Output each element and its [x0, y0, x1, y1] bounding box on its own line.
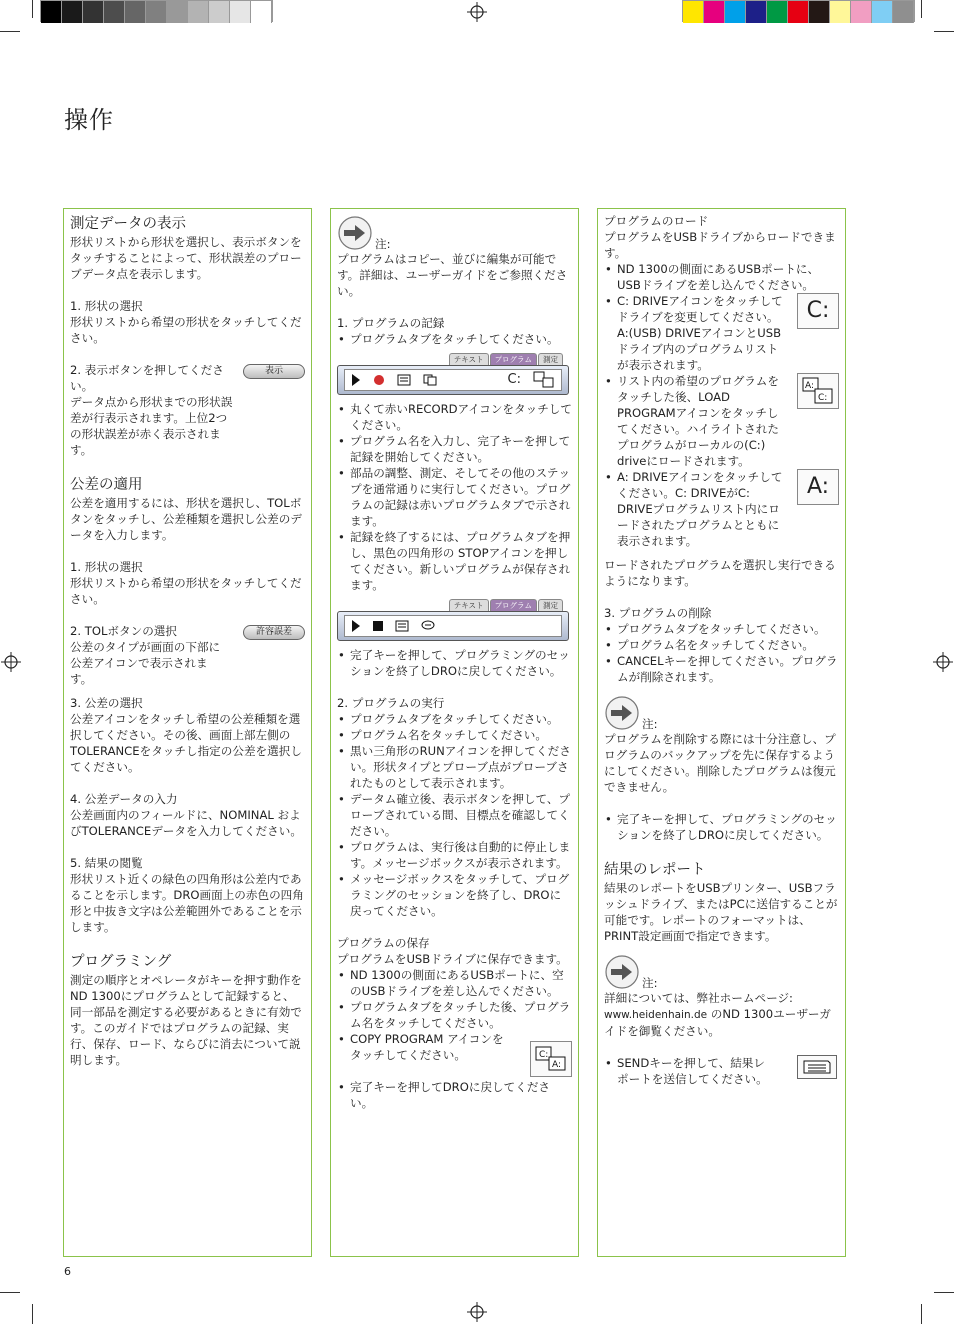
- step-text: 公差のタイプが画面の下部に公差アイコンで表示されます。: [70, 640, 221, 686]
- page-title: 操作: [64, 106, 114, 134]
- gray-swatch-0: [41, 1, 62, 23]
- gray-swatch-5: [146, 1, 167, 23]
- note-label: 注:: [375, 237, 391, 251]
- step-text: プログラムをUSBドライブに保存できます。: [337, 952, 568, 966]
- bullet-item: • COPY PROGRAM アイコンをタッチしてください。: [337, 1031, 572, 1063]
- bullet-item: • CANCELキーを押してください。プログラムが削除されます。: [604, 653, 839, 685]
- paragraph: 形状リストから形状を選択し、表示ボタンをタッチすることによって、形状誤差のプローブデータ点を表示します。: [70, 235, 302, 281]
- color-calibration-bar: [682, 0, 915, 22]
- step-title: 4. 公差データの入力: [70, 792, 178, 806]
- gray-swatch-3: [104, 1, 125, 23]
- heading-report: 結果のレポート: [604, 862, 706, 878]
- bullet-item: • プログラムタブをタッチしてください。: [337, 711, 572, 727]
- tab-measure[interactable]: 測定: [538, 353, 563, 365]
- drive-a-label: A:: [806, 474, 830, 499]
- note-label: 注:: [642, 717, 658, 731]
- gray-swatch-2: [83, 1, 104, 23]
- gray-swatch-8: [209, 1, 230, 23]
- bullet-item: • プログラム名をタッチしてください。: [337, 727, 572, 743]
- registration-mark-icon: [467, 1302, 487, 1322]
- crop-mark: [0, 1292, 20, 1293]
- color-swatch-3: [746, 1, 767, 23]
- heading-programming: プログラミング: [70, 954, 172, 970]
- tolerance-button[interactable]: 許容誤差: [243, 625, 305, 640]
- send-report-icon[interactable]: [797, 1055, 837, 1079]
- step-title: 1. 形状の選択: [70, 560, 143, 574]
- tab-program[interactable]: プログラム: [490, 599, 537, 611]
- bullet-item: • 丸くて赤いRECORDアイコンをタッチしてください。: [337, 401, 572, 433]
- bullet-item: • SENDキーを押して、結果レポートを送信してください。: [604, 1055, 839, 1087]
- color-swatch-7: [830, 1, 851, 23]
- drive-c-icon[interactable]: C:: [507, 372, 521, 387]
- bullet-item: • メッセージボックスをタッチして、プログラミングのセッションを終了し、DROに戻ってください。: [337, 871, 572, 919]
- svg-text:A:: A:: [805, 381, 815, 391]
- step-text: 公差画面内のフィールドに、NOMINAL およびTOLERANCEデータを入力してください。: [70, 808, 302, 838]
- crop-mark: [921, 0, 922, 18]
- note-text: プログラムを削除する際には十分注意し、プログラムのバックアップを先に保存するようにしてください。削除したプログラムは復元できません。: [604, 732, 836, 794]
- step-title: 3. 公差の選択: [70, 696, 143, 710]
- copy-program-icon[interactable]: [530, 1041, 572, 1077]
- bullet-text: A: DRIVEアイコンをタッチしてください。C: DRIVEがC: DRIVEプログラムリスト内にロードされたプログラムとともに表示されます。: [617, 470, 783, 548]
- step-title: 5. 結果の閲覧: [70, 856, 143, 870]
- note-text: [604, 990, 839, 1039]
- color-swatch-6: [809, 1, 830, 23]
- step-text: データ点から形状までの形状誤差が行表示されます。上位2つの形状誤差が赤く表示されます。: [70, 395, 233, 457]
- note-header: [337, 215, 572, 251]
- note-arrow-icon: [604, 954, 640, 990]
- note-label: 注:: [642, 976, 658, 990]
- paragraph: 結果のレポートをUSBプリンター、USBフラッシュドライブ、またはPCに送信することが可能です。レポートのフォーマットは、PRINT設定画面で指定できます。: [604, 881, 838, 943]
- step-text: 形状リストから希望の形状をタッチしてください。: [70, 576, 302, 606]
- color-swatch-8: [851, 1, 872, 23]
- bullet-item: • プログラムタブをタッチしてください。: [604, 621, 839, 637]
- note-header: [604, 695, 839, 731]
- step-title: 1. 形状の選択: [70, 299, 143, 313]
- display-button[interactable]: 表示: [243, 364, 305, 379]
- step-text: 形状リスト近くの緑色の四角形は公差内であることを示します。DRO画面上の赤色の四角形と中抜き文字は公差範囲外であることを示します。: [70, 872, 304, 934]
- bullet-item: • ND 1300の側面にあるUSBポートに、USBドライブを差し込んでください。: [604, 261, 839, 293]
- bullet-item: • 完了キーを押して、プログラミングのセッションを終了しDROに戻してください。: [337, 647, 572, 679]
- gray-swatch-4: [125, 1, 146, 23]
- bullet-item: • プログラムタブをタッチしてください。: [337, 331, 572, 347]
- bullet-item: • プログラム名を入力し、完了キーを押して記録を開始してください。: [337, 433, 572, 465]
- bullet-item: • 黒い三角形のRUNアイコンを押してください。形状タイプとプローブ点がプローブされたものとして表示されます。: [337, 743, 572, 791]
- step-title: 2. 表示ボタンを押してください。: [70, 363, 224, 393]
- record-icon[interactable]: [373, 374, 385, 386]
- crop-mark: [934, 1292, 954, 1293]
- step-title: 1. プログラムの記録: [337, 316, 445, 330]
- c-drive-icon[interactable]: [797, 293, 839, 329]
- tab-text[interactable]: テキスト: [449, 353, 489, 365]
- registration-mark-icon: [933, 652, 953, 672]
- tab-measure[interactable]: 測定: [538, 599, 563, 611]
- tab-program[interactable]: プログラム: [490, 353, 537, 365]
- heading-tolerance: 公差の適用: [70, 477, 143, 493]
- crop-mark: [32, 1304, 33, 1324]
- color-swatch-9: [872, 1, 893, 23]
- bullet-item: • 完了キーを押して、プログラミングのセッションを終了しDROに戻してください。: [604, 811, 839, 843]
- step-title: 2. プログラムの実行: [337, 696, 445, 710]
- note-arrow-icon: [337, 215, 373, 251]
- note-text: プログラムはコピー、並びに編集が可能です。詳細は、ユーザーガイドをご参照ください。: [337, 252, 568, 298]
- program-toolbar-stop: [337, 599, 569, 641]
- step-text: 公差アイコンをタッチし希望の公差種類を選択してください。その後、画面上部左側のTOLERANCEをタッチし指定の公差を選択してください。: [70, 712, 302, 774]
- column-program-record-run: [330, 208, 579, 1257]
- registration-mark-icon: [467, 2, 487, 22]
- color-swatch-4: [767, 1, 788, 23]
- svg-text:C:: C:: [818, 393, 828, 403]
- bullet-item: • プログラムタブをタッチした後、プログラム名をタッチしてください。: [337, 999, 572, 1031]
- color-swatch-2: [725, 1, 746, 23]
- program-list-icon[interactable]: [395, 620, 409, 632]
- step-text: プログラムをUSBドライブからロードできます。: [604, 230, 836, 260]
- crop-mark: [32, 0, 33, 18]
- color-swatch-0: [683, 1, 704, 23]
- bullet-item: • プログラムは、実行後は自動的に停止します。メッセージボックスが表示されます。: [337, 839, 572, 871]
- note-arrow-icon: [604, 695, 640, 731]
- color-swatch-10: [893, 1, 914, 23]
- color-swatch-1: [704, 1, 725, 23]
- run-icon[interactable]: [351, 374, 361, 386]
- a-drive-icon[interactable]: [797, 469, 839, 505]
- svg-text:A:: A:: [552, 1060, 562, 1070]
- message-icon[interactable]: [421, 620, 435, 632]
- gray-swatch-6: [167, 1, 188, 23]
- program-list-icon[interactable]: [397, 374, 411, 386]
- note-text-b: のND 1300ユーザーガイドを御覧ください。: [604, 1007, 831, 1038]
- step-text: 形状リストから希望の形状をタッチしてください。: [70, 315, 302, 345]
- page-number: 6: [64, 1265, 71, 1278]
- paragraph: 公差を適用するには、形状を選択し、TOLボタンをタッチし、公差種類を選択し公差のデータを入力します。: [70, 496, 302, 542]
- paragraph: 測定の順序とオペレータがキーを押す動作をND 1300にプログラムとして記録すると、同一部品を測定する必要があるときに有効です。このガイドではプログラムの記録、実行、保存、ロード、ならびに消去について説明します。: [70, 973, 302, 1067]
- crop-mark: [0, 31, 20, 32]
- svg-text:C:: C:: [539, 1050, 549, 1060]
- step-title: 2. TOLボタンの選択: [70, 624, 177, 638]
- note-header: [604, 954, 839, 990]
- drive-c-label: C:: [806, 298, 830, 323]
- bullet-item: • ND 1300の側面にあるUSBポートに、空のUSBドライブを差し込んでください。: [337, 967, 572, 999]
- gray-calibration-bar: [40, 0, 273, 22]
- gray-swatch-1: [62, 1, 83, 23]
- bullet-text: C: DRIVEアイコンをタッチしてドライブを変更してください。A:(USB) DRIVEアイコンとUSBドライブ内のプログラムリストが表示されます。: [617, 294, 783, 372]
- stop-icon[interactable]: [373, 621, 383, 631]
- bullet-item: • 完了キーを押してDROに戻してください。: [337, 1079, 572, 1111]
- note-text-a: 詳細については、弊社ホームページ:: [604, 991, 793, 1005]
- copy-icon[interactable]: [423, 374, 437, 386]
- bullet-text: リスト内の希望のプログラムをタッチした後、LOAD PROGRAMアイコンをタッチしてください。ハイライトされたプログラムがローカルの(C:) driveにロードされます。: [617, 374, 779, 468]
- bullet-item-c-drive: [604, 293, 839, 373]
- tab-text[interactable]: テキスト: [449, 599, 489, 611]
- column-load-delete-report: [597, 208, 846, 1257]
- bullet-item: • 部品の調整、測定、そしてその他のステップを通常通りに実行してください。プログラムの記録は赤いプログラムタブで示されます。: [337, 465, 572, 529]
- bullet-item-a-drive: [604, 469, 839, 549]
- website-link[interactable]: www.heidenhain.de: [604, 1009, 708, 1021]
- bullet-item: • データム確立後、表示ボタンを押して、プローブされている間、目標点を確認してください。: [337, 791, 572, 839]
- heading-measure-display: 測定データの表示: [70, 216, 186, 232]
- step-title: プログラムのロード: [604, 214, 709, 228]
- paragraph: ロードされたプログラムを選択し実行できるようになります。: [604, 558, 836, 588]
- program-toolbar-record: [337, 353, 569, 395]
- column-display-tolerance: [63, 208, 312, 1257]
- gray-swatch-10: [251, 1, 272, 23]
- gray-swatch-7: [188, 1, 209, 23]
- bullet-item: • プログラム名をタッチしてください。: [604, 637, 839, 653]
- registration-mark-icon: [1, 652, 21, 672]
- crop-mark: [921, 1304, 922, 1324]
- bullet-item-load-program: [604, 373, 839, 469]
- load-program-icon[interactable]: [533, 371, 555, 389]
- crop-mark: [934, 31, 954, 32]
- step-title: プログラムの保存: [337, 936, 430, 950]
- step-title: 3. プログラムの削除: [604, 606, 712, 620]
- bullet-item: • 記録を終了するには、プログラムタブを押し、黒色の四角形の STOPアイコンを押してください。新しいプログラムが保存されます。: [337, 529, 572, 593]
- color-swatch-5: [788, 1, 809, 23]
- run-icon[interactable]: [351, 620, 361, 632]
- gray-swatch-9: [230, 1, 251, 23]
- load-program-icon[interactable]: [797, 373, 839, 409]
